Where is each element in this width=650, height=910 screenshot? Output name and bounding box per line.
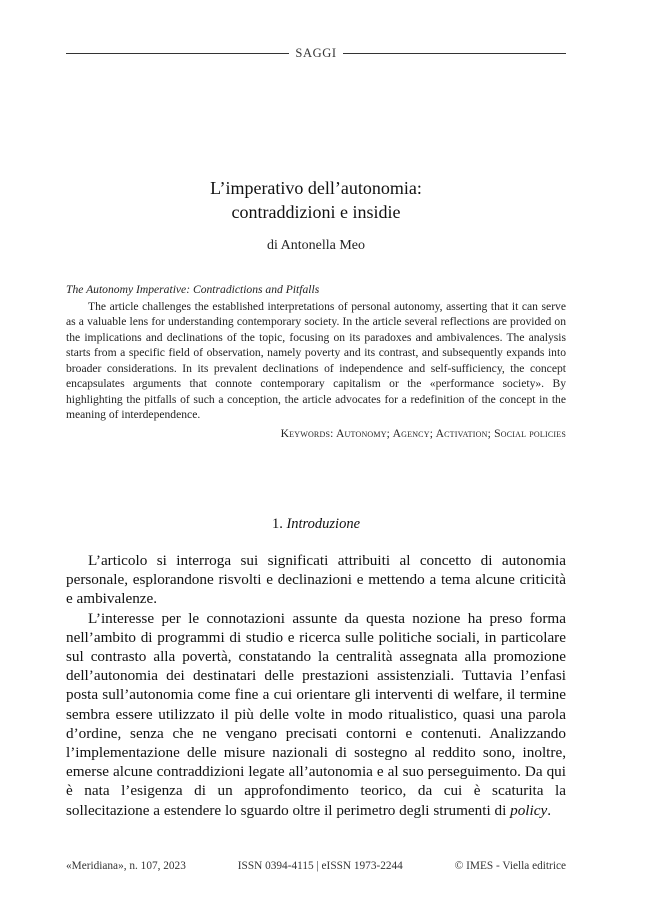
paragraph-2 (66, 609, 566, 820)
abstract-title: The Autonomy Imperative: Contradictions and Pitfalls (66, 283, 320, 296)
footer-publisher: © IMES - Viella editrice (454, 860, 566, 872)
paragraph-2-end: . (547, 801, 551, 819)
title-line-2: contraddizioni e insidie (231, 202, 401, 222)
section-heading (66, 516, 566, 533)
section-number: 1. (271, 516, 283, 532)
running-header (66, 45, 566, 61)
body-text (66, 551, 566, 820)
section-label: SAGGI (295, 45, 337, 60)
paragraph-2-italic: policy (510, 801, 548, 819)
footer-issn: ISSN 0394-4115 | eISSN 1973-2244 (237, 860, 403, 872)
paragraph-1: L’articolo si interroga sui significati attribuiti al concetto di autonomia personale, esplorandone risvolti e declinazioni e mettendo a tema alcune criticità e ambivalenze. (66, 552, 566, 608)
section-title: Introduzione (286, 516, 361, 532)
paragraph-2-text: L’interesse per le connotazioni assunte da questa nozione ha preso forma nell’ambito di programmi di studio e ricerca sulle politiche sociali, in particolare sul contrasto alla povertà, constatando la centralità assegnata alla promozione dell’autonomia dei destinatari delle prestazioni assistenziali. Tuttavia l’enfasi posta sull’autonomia come fine a cui orientare gli interventi di welfare, il termine sembra essere utilizzato il più delle volte in modo ritualistico, quasi una parola d’ordine, senza che ne vengano precisati contorni e contenuti. Analizzando l’implementazione delle misure nazionali di sostegno al reddito sono, inoltre, emerse alcune contraddizioni legate all’autonomia e al suo perseguimento. Da qui è nata l’esigenza di un approfondimento teorico, da cui è scaturita la sollecitazione a estendere lo sguardo oltre il perimetro degli strumenti di (66, 609, 566, 819)
article-title (66, 176, 566, 224)
abstract-text: The article challenges the established interpretations of personal autonomy, asserting that it can serve as a valuable lens for understanding contemporary society. In the article several reflections are provided on the implications and declinations of the topic, focusing on its paradoxes and ambivalences. The analysis starts from a specific field of observation, namely poverty and its contrast, and subsequently expands into broader considerations. In its prevalent declinations of independence and self-sufficiency, the concept encapsulates arguments that connote contemporary capitalism or the «performance society». By highlighting the pitfalls of such a conception, the article advocates for a redefinition of the concept in the meaning of interdependence. (66, 299, 566, 421)
title-line-1: L’imperativo dell’autonomia: (210, 178, 422, 198)
header-rule-left (66, 53, 289, 54)
abstract (66, 282, 566, 441)
page-footer (66, 858, 566, 874)
keywords: Keywords: Autonomy; Agency; Activation; Social policies (280, 426, 566, 440)
header-rule-right (343, 53, 566, 54)
footer-journal: «Meridiana», n. 107, 2023 (66, 860, 186, 872)
article-author: di Antonella Meo (267, 238, 365, 253)
